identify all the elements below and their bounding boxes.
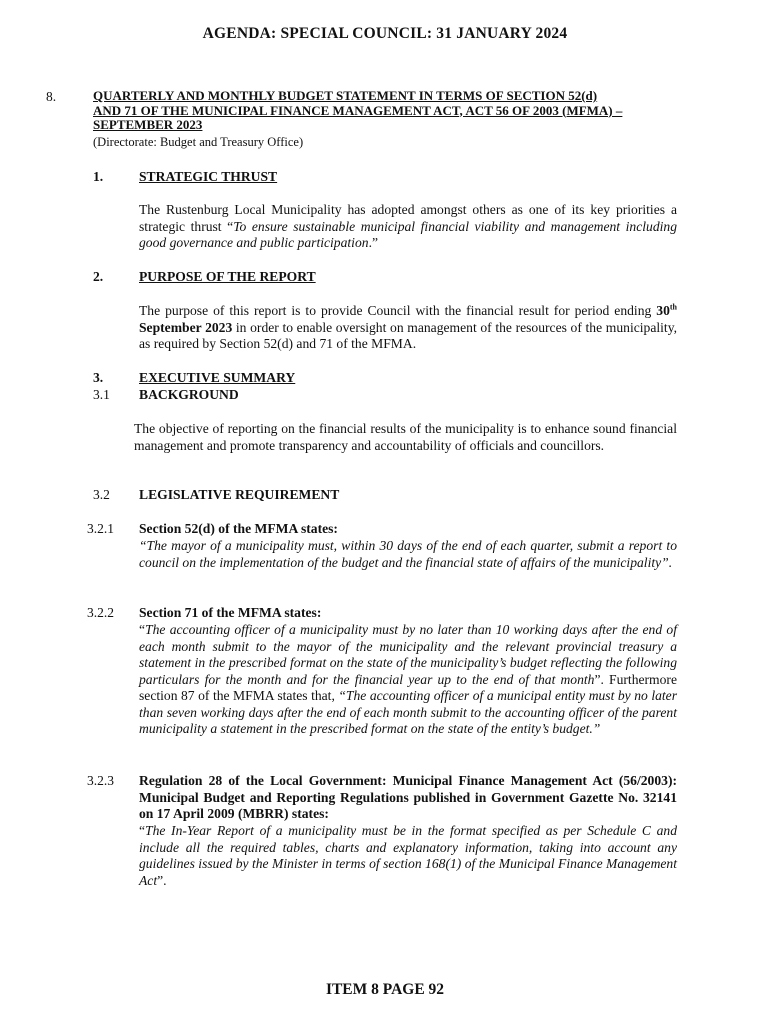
subsection-heading: BACKGROUND [139, 387, 239, 402]
quote-italic-text: The In-Year Report of a municipality must be in the format specified as per Schedule C and include all the required tables, charts and explanatory information, taking into account any guidelines issued by the Minister in terms of section 168(1) of the Municipal Finance Management Act [139, 823, 677, 888]
section-number: 2. [93, 269, 104, 284]
date-day: 30 [656, 303, 670, 318]
subsection-heading: Section 52(d) of the MFMA states: [139, 521, 338, 536]
section-paragraph [139, 202, 677, 252]
subsection-number: 3.2.1 [87, 521, 114, 536]
paragraph-text: .” [368, 235, 378, 250]
subsection-heading: Regulation 28 of the Local Government: Municipal Finance Management Act (56/2003): Municipal Budget and Reporting Regulations published in Government Gazette No. 32141 on 17 April 2009 (MBRR) states: [139, 773, 677, 821]
subsection-number: 3.1 [93, 387, 110, 402]
section-number: 3. [93, 370, 104, 385]
paragraph-text: ”. Furthermore section 87 of the MFMA states that, [139, 671, 677, 703]
quote-italic-text: The accounting officer of a municipality must by no later than 10 working days after the end of each month submit to the mayor of the municipality and the relevant provincial treasury a statement in the prescribed format on the state of the municipality’s budget reflecting the following particulars for the month and for the financial year up to the end of that month [139, 622, 677, 687]
item-number: 8. [46, 89, 57, 104]
page-header: AGENDA: SPECIAL COUNCIL: 31 JANUARY 2024 [202, 25, 568, 42]
section-heading: STRATEGIC THRUST [139, 169, 278, 184]
legislation-quote [139, 622, 677, 738]
subsection-number: 3.2 [93, 487, 110, 502]
item-directorate: (Directorate: Budget and Treasury Office) [93, 135, 304, 149]
item-title-line: AND 71 OF THE MUNICIPAL FINANCE MANAGEMENT ACT, ACT 56 OF 2003 (MFMA) – [93, 102, 623, 118]
paragraph-text: in order to enable oversight on management of the resources of the municipality, as required by Section 52(d) and 71 of the MFMA. [139, 319, 678, 351]
paragraph-text: The purpose of this report is to provide Council with the financial result for period ending [139, 303, 657, 318]
quote-mark: ”. [157, 872, 167, 888]
subsection-heading: Section 71 of the MFMA states: [139, 605, 322, 620]
subsection-number: 3.2.2 [87, 605, 114, 620]
item-title-line: QUARTERLY AND MONTHLY BUDGET STATEMENT IN TERMS OF SECTION 52(d) [93, 88, 598, 103]
quote-mark: “ [139, 823, 146, 838]
section-heading: EXECUTIVE SUMMARY [139, 370, 296, 385]
page-footer: ITEM 8 PAGE 92 [325, 981, 445, 998]
item-title-line: SEPTEMBER 2023 [93, 117, 203, 132]
paragraph-italic-text: To ensure sustainable municipal financial viability and management including good governance and public participation [139, 218, 678, 250]
legislation-quote: “The mayor of a municipality must, within 30 days of the end of each quarter, submit a report to council on the implementation of the budget and the financial state of affairs of the municipality”. [139, 538, 677, 570]
legislation-quote [139, 823, 677, 889]
paragraph-text: The Rustenburg Local Municipality has adopted amongst others as one of its key priorities a strategic thrust “ [139, 202, 677, 234]
section-paragraph: The objective of reporting on the financial results of the municipality is to enhance sound financial management and promote transparency and accountability of officials and councillors. [134, 421, 677, 453]
quote-mark: “ [139, 622, 146, 637]
quote-italic-text: “The accounting officer of a municipal entity must by no later than seven working days after the end of each month submit to the accounting officer of the parent municipality a statement in the prescribed format on the state of the entity’s budget.” [139, 688, 677, 736]
section-heading: PURPOSE OF THE REPORT [139, 269, 316, 284]
section-paragraph [139, 303, 677, 353]
section-number: 1. [93, 169, 104, 184]
subsection-number: 3.2.3 [87, 773, 114, 788]
date-suffix: th [669, 302, 677, 312]
date-rest: September 2023 [139, 319, 233, 335]
subsection-heading: LEGISLATIVE REQUIREMENT [139, 487, 340, 502]
item-title [93, 89, 683, 133]
